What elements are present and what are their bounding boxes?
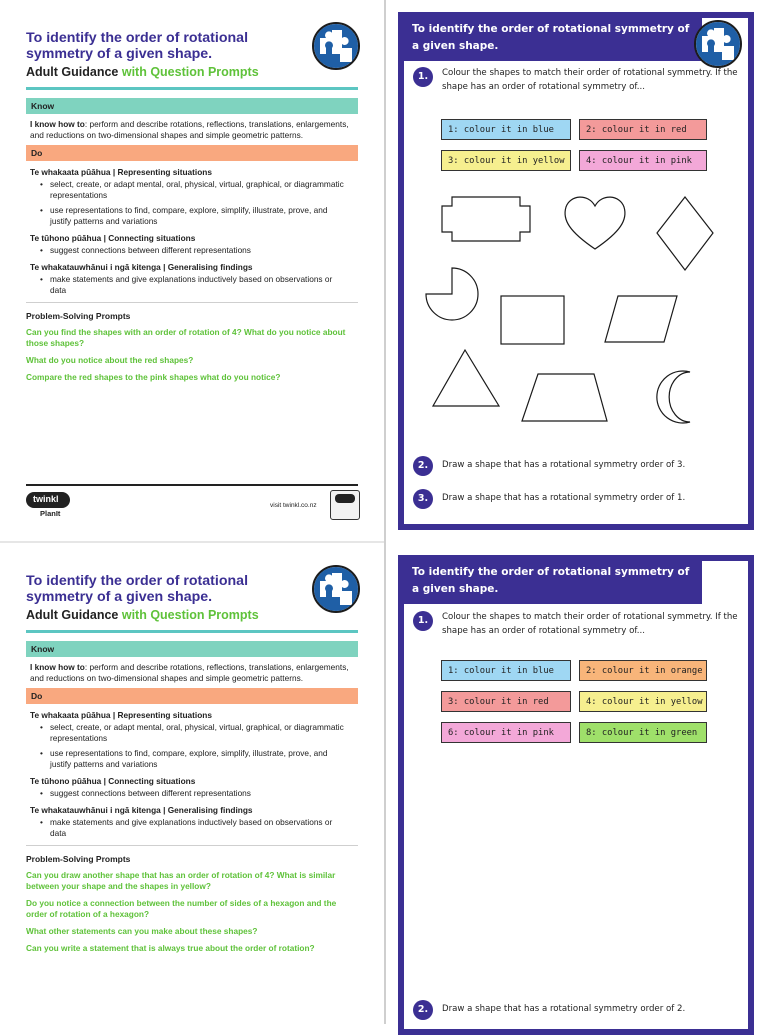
bullet-item: • select, create, or adapt mental, oral, physical, virtual, graphical, or diagrammatic representations bbox=[50, 179, 350, 201]
prompt-item: What other statements can you make about these shapes? bbox=[26, 926, 258, 936]
bullet-item: • select, create, or adapt mental, oral, physical, virtual, graphical, or diagrammatic representations bbox=[50, 722, 350, 744]
parallelogram-shape bbox=[605, 296, 677, 342]
card-title: To identify the order of rotational symmetry of a given shape. bbox=[404, 561, 702, 604]
prompts-title: Problem-Solving Prompts bbox=[26, 311, 131, 321]
question-number: 2. bbox=[413, 456, 433, 476]
question-number: 3. bbox=[413, 489, 433, 509]
prompt-item: Can you draw another shape that has an order of rotation of 4? What is similar between your shape and the shapes in yellow? bbox=[26, 870, 336, 891]
square-shape bbox=[501, 296, 564, 344]
card-title: To identify the order of rotational symmetry of a given shape. bbox=[404, 18, 702, 61]
heart-shape bbox=[565, 197, 625, 249]
guidance-subtitle-green: with Question Prompts bbox=[121, 65, 259, 79]
legend-chip-blue: 1: colour it in blue bbox=[441, 660, 571, 681]
bullet-item: • make statements and give explanations inductively based on observations or data bbox=[50, 274, 350, 296]
guidance-subtitle-green: with Question Prompts bbox=[121, 608, 259, 622]
legend-chip-pink: 6: colour it in pink bbox=[441, 722, 571, 743]
triangle-shape bbox=[433, 350, 499, 406]
notched-rectangle-shape bbox=[442, 197, 530, 241]
trapezium-shape bbox=[522, 374, 607, 421]
bullet-item: • suggest connections between different representations bbox=[50, 245, 350, 256]
legend-chip-red: 3: colour it in red bbox=[441, 691, 571, 712]
guidance-subtitle-dark: Adult Guidance bbox=[26, 608, 119, 622]
know-body: : perform and describe rotations, reflections, translations, enlargements, and reductions on two-dimensional shapes and simple geometric patterns. bbox=[30, 119, 349, 140]
question-number: 1. bbox=[413, 611, 433, 631]
question-1-text: Colour the shapes to match their order of rotational symmetry. If the shape has an order of rotational symmetry of... bbox=[442, 68, 738, 92]
legend-chip-blue: 1: colour it in blue bbox=[441, 119, 571, 140]
planit-logo-text: PlanIt bbox=[40, 509, 61, 518]
bullet-item: • suggest connections between different representations bbox=[50, 788, 350, 799]
question-number: 1. bbox=[413, 67, 433, 87]
legend-chip-red: 2: colour it in red bbox=[579, 119, 707, 140]
kite-shape bbox=[657, 197, 713, 270]
guidance-subtitle-dark: Adult Guidance bbox=[26, 65, 119, 79]
section-heading: Te tūhono pūāhua | Connecting situations bbox=[30, 776, 196, 786]
know-body: : perform and describe rotations, reflections, translations, enlargements, and reductions on two-dimensional shapes and simple geometric patterns. bbox=[30, 662, 349, 683]
visit-link[interactable]: visit twinkl.co.nz bbox=[270, 502, 317, 509]
guidance-title: To identify the order of rotational symmetry of a given shape. bbox=[26, 573, 249, 605]
bullet-item: • make statements and give explanations inductively based on observations or data bbox=[50, 817, 350, 839]
prompt-item: Can you write a statement that is always true about the order of rotation? bbox=[26, 943, 315, 953]
legend-chip-green: 8: colour it in green bbox=[579, 722, 707, 743]
bullet-item: • use representations to find, compare, explore, simplify, illustrate, prove, and justify patterns and variations bbox=[50, 748, 350, 770]
know-lead: I know how to bbox=[30, 662, 85, 672]
section-heading: Te whakaata pūāhua | Representing situations bbox=[30, 710, 212, 720]
three-quarter-circle-shape bbox=[426, 268, 478, 320]
prompt-item: Do you notice a connection between the number of sides of a hexagon and the order of rotation of a hexagon? bbox=[26, 898, 337, 919]
question-2-text: Draw a shape that has a rotational symmetry order of 3. bbox=[442, 460, 686, 470]
section-heading: Te whakatauwhānui i ngā kitenga | Generalising findings bbox=[30, 262, 253, 272]
legend-chip-yellow: 4: colour it in yellow bbox=[579, 691, 707, 712]
section-heading: Te tūhono pūāhua | Connecting situations bbox=[30, 233, 196, 243]
legend-chip-orange: 2: colour it in orange bbox=[579, 660, 707, 681]
crescent-shape bbox=[657, 371, 690, 423]
know-bar: Know bbox=[26, 98, 358, 114]
question-3-text: Draw a shape that has a rotational symmetry order of 1. bbox=[442, 493, 686, 503]
section-heading: Te whakaata pūāhua | Representing situations bbox=[30, 167, 212, 177]
legend-chip-yellow: 3: colour it in yellow bbox=[441, 150, 571, 171]
question-number: 2. bbox=[413, 1000, 433, 1020]
prompt-item: Can you find the shapes with an order of rotation of 4? What do you notice about those shapes? bbox=[26, 327, 346, 348]
know-bar: Know bbox=[26, 641, 358, 657]
legend-chip-pink: 4: colour it in pink bbox=[579, 150, 707, 171]
prompt-item: Compare the red shapes to the pink shapes what do you notice? bbox=[26, 372, 281, 382]
guidance-title: To identify the order of rotational symmetry of a given shape. bbox=[26, 30, 249, 62]
question-1-text: Colour the shapes to match their order of rotational symmetry. If the shape has an order of rotational symmetry of... bbox=[442, 612, 738, 636]
twinkl-logo-text: twinkl bbox=[33, 494, 59, 504]
do-bar: Do bbox=[26, 688, 358, 704]
prompt-item: What do you notice about the red shapes? bbox=[26, 355, 194, 365]
prompts-title: Problem-Solving Prompts bbox=[26, 854, 131, 864]
do-bar: Do bbox=[26, 145, 358, 161]
section-heading: Te whakatauwhānui i ngā kitenga | Generalising findings bbox=[30, 805, 253, 815]
question-2-text: Draw a shape that has a rotational symmetry order of 2. bbox=[442, 1004, 686, 1014]
know-lead: I know how to bbox=[30, 119, 85, 129]
bullet-item: • use representations to find, compare, explore, simplify, illustrate, prove, and justify patterns and variations bbox=[50, 205, 350, 227]
